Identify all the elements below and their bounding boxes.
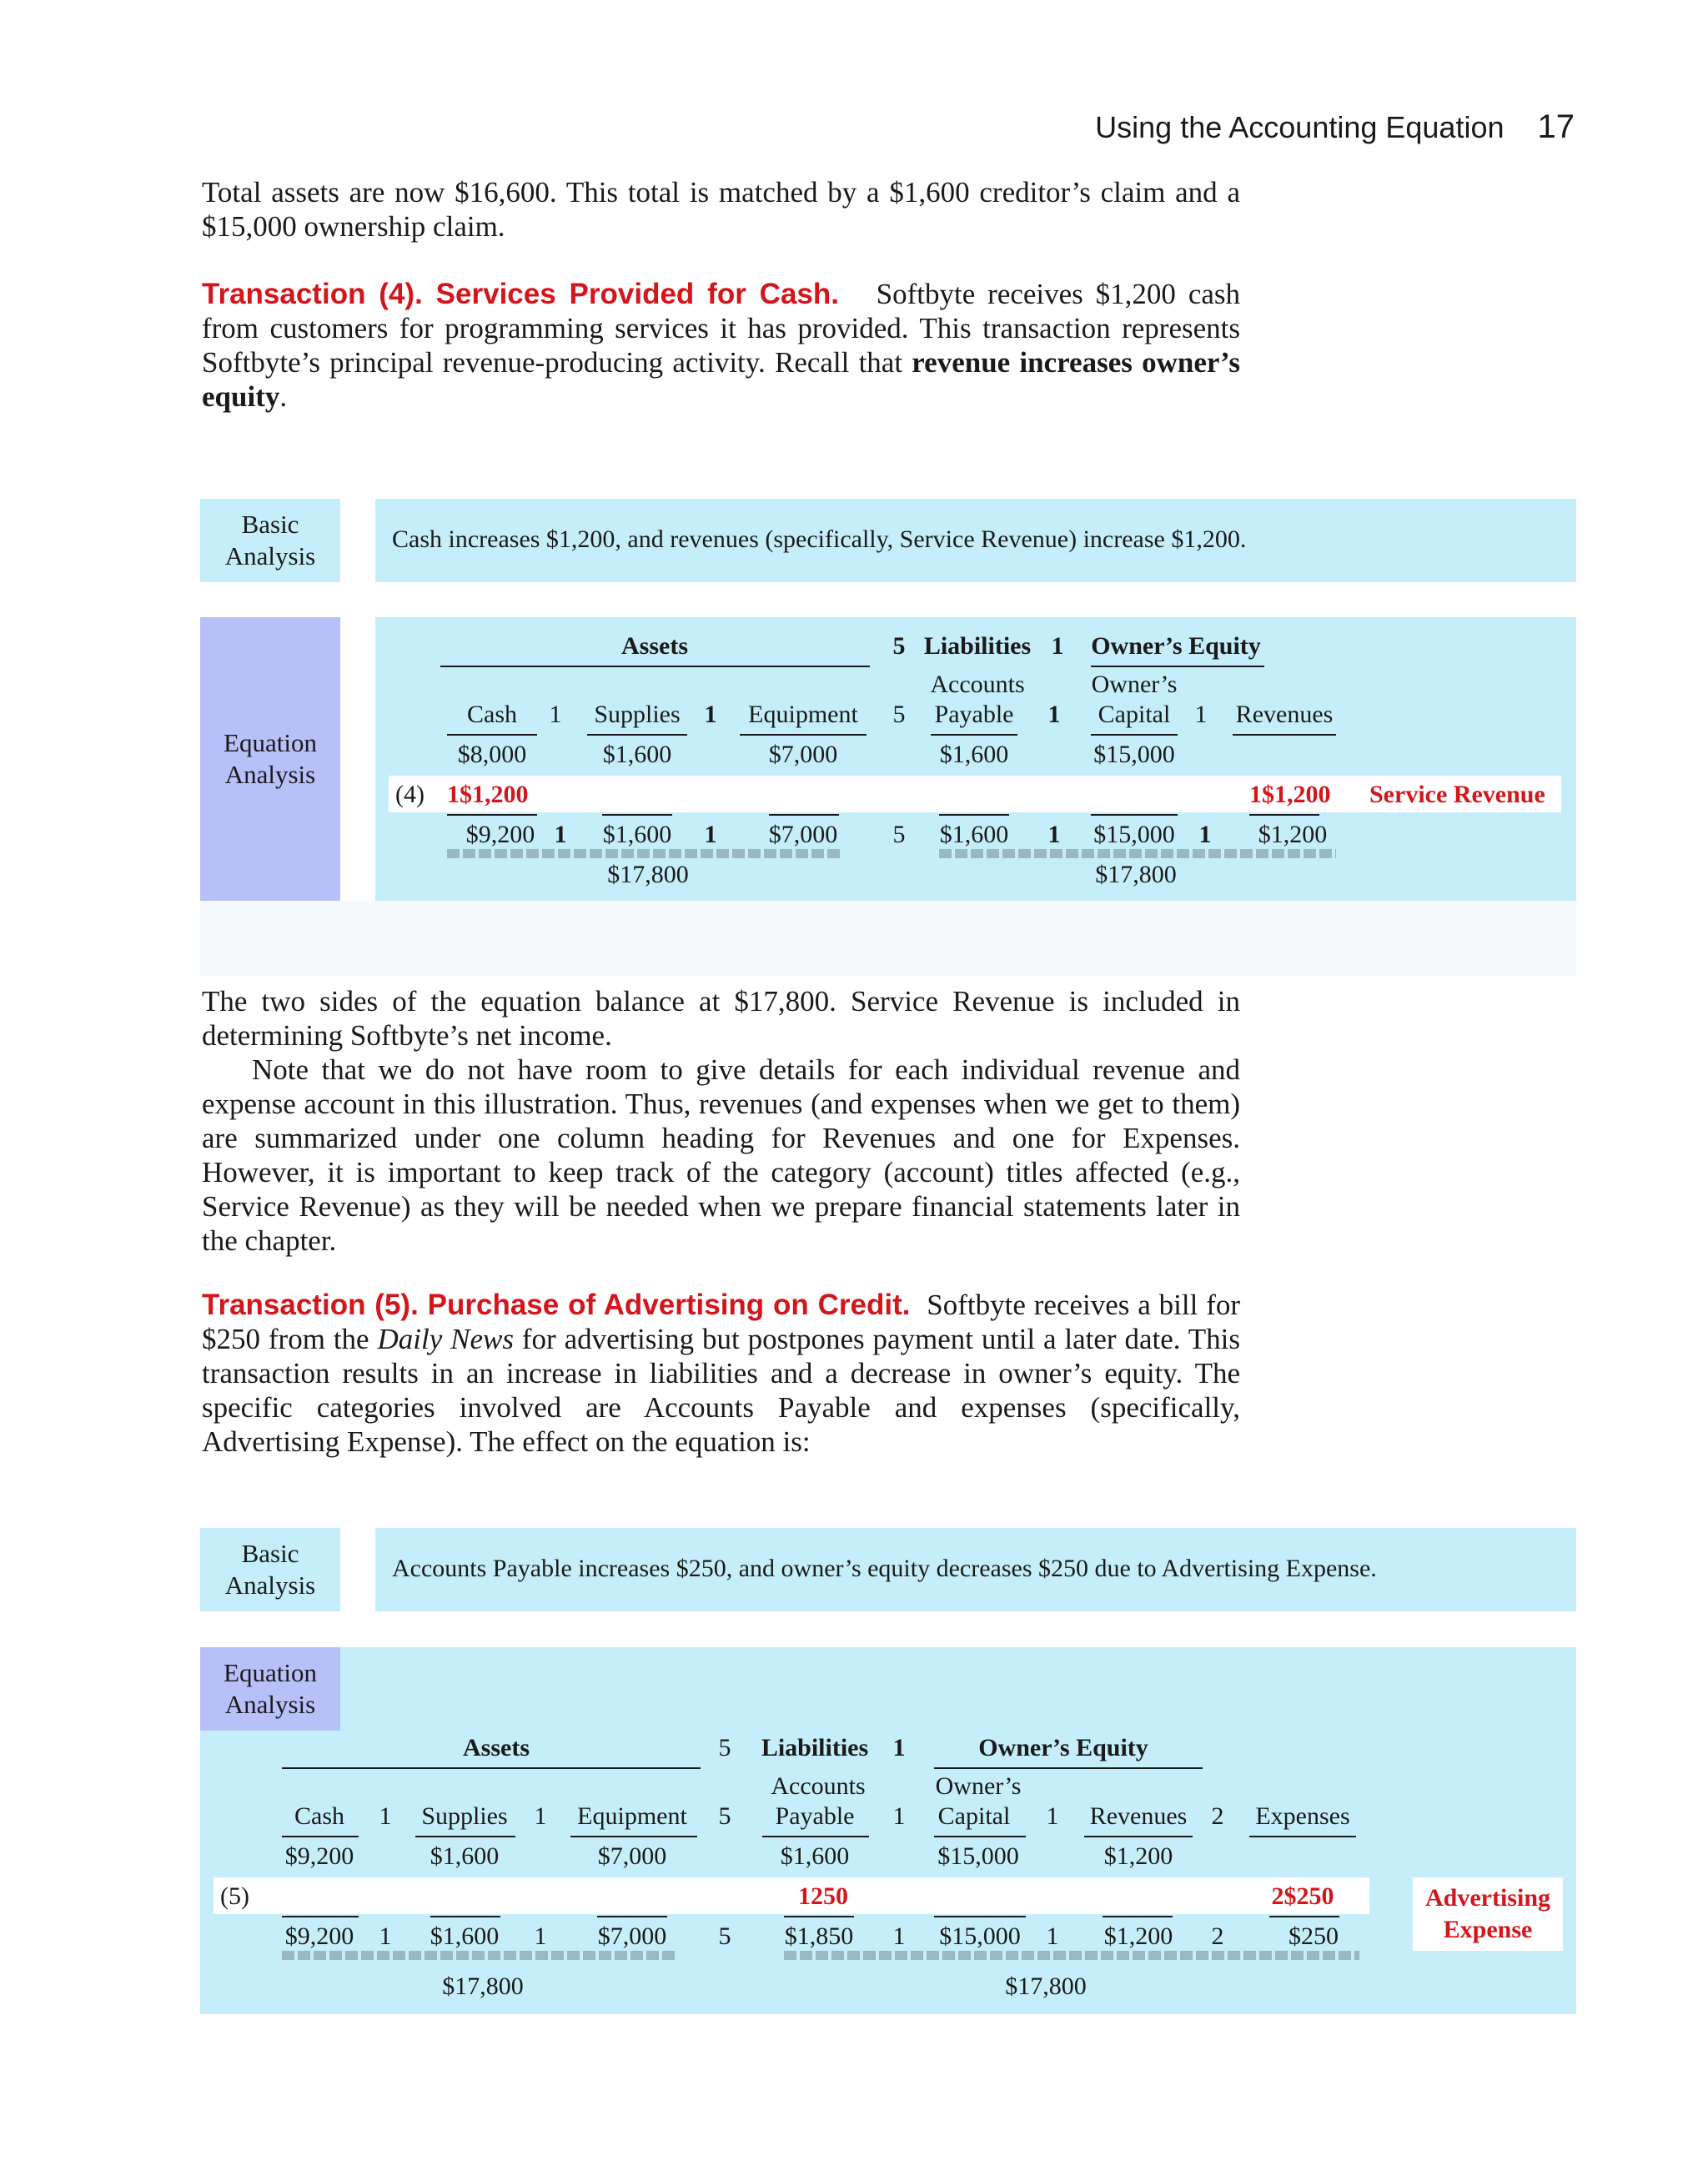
t4-total-right: $17,800 (1095, 861, 1177, 888)
t5-new-revenues: $1,200 (1103, 1922, 1173, 1950)
t5-ul-payable (762, 1836, 869, 1837)
t4-col-payable: Payable (934, 701, 1014, 728)
t5-eq-label-line2: Analysis (224, 1690, 316, 1719)
t5-cul-equipment (597, 1916, 667, 1917)
t4-equals-sign: 5 (892, 632, 906, 660)
t4-op-4: 1 (1047, 701, 1061, 728)
t5-ul-supplies (415, 1836, 515, 1837)
t5-equation-analysis-label (200, 1647, 340, 1731)
t5-prev-payable: $1,600 (780, 1842, 850, 1870)
t4-cul-supplies (602, 814, 672, 816)
t5-col-supplies: Supplies (421, 1802, 508, 1830)
t4-nop-1: 1 (554, 821, 567, 848)
t4-op-5: 1 (1194, 701, 1208, 728)
t4-op-1: 1 (549, 701, 562, 728)
t5-nop-6: 2 (1211, 1922, 1224, 1950)
t4-equation-analysis-panel (375, 617, 1576, 901)
t4-nop-2: 1 (704, 821, 717, 848)
t5-equation-analysis-panel (200, 1647, 1576, 2014)
t5-op-6: 2 (1211, 1802, 1224, 1830)
t5-change-note (1425, 1882, 1550, 1946)
t5-col-equipment: Equipment (577, 1802, 687, 1830)
t5-cul-cash (282, 1916, 359, 1917)
t4-new-supplies: $1,600 (602, 821, 672, 848)
t5-cul-revenues (1103, 1916, 1173, 1917)
t5-col-payable: Payable (775, 1802, 855, 1830)
t4-ul-cash (447, 734, 537, 736)
t5-basic-analysis-label (200, 1528, 340, 1611)
transaction-5-heading: Transaction (5). Purchase of Advertising on Credit. (202, 1289, 911, 1321)
t4-owners-equity-header: Owner’s Equity (1091, 632, 1261, 660)
running-header (1095, 108, 1575, 146)
header-title: Using the Accounting Equation (1095, 110, 1505, 144)
t4-cul-cash (447, 814, 537, 816)
t5-cul-expenses (1269, 1916, 1339, 1917)
t5-owners-equity-header: Owner’s Equity (978, 1734, 1148, 1761)
t5-liabilities-header: Liabilities (761, 1734, 869, 1761)
paragraph-total-assets: Total assets are now $16,600. This total is matched by a $1,600 creditor’s claim and a $15,000 ownership claim. (202, 176, 1240, 243)
t5-new-cash: $9,200 (284, 1922, 354, 1950)
t5-op-2: 1 (534, 1802, 547, 1830)
t4-plus-sign: 1 (1051, 632, 1064, 660)
t4-double-rule-left (447, 849, 842, 858)
t4-change-note: Service Revenue (1369, 781, 1545, 808)
t5-ul-capital (934, 1836, 1026, 1837)
t4-accounts-subheader: Accounts (930, 671, 1025, 698)
transaction-5-end: for advertising but postpones payment until a later date. This transaction results in an increase in liabilities and a decrease in owner’s equity. The specific categories involved are Accounts Payable and expenses (specifically, Advertising Expense). The effect on the equation is: (202, 1323, 1240, 1458)
t5-accounts-subheader: Accounts (771, 1772, 866, 1800)
t4-liabilities-header: Liabilities (923, 632, 1032, 660)
t5-basic-analysis-text: Accounts Payable increases $250, and owner’s equity decreases $250 due to Advertising Expense. (392, 1555, 1377, 1582)
t5-change-payable: 1250 (798, 1882, 848, 1910)
t4-ul-capital (1091, 734, 1178, 736)
paragraph-transaction-5 (202, 1288, 1240, 1459)
t5-nop-1: 1 (379, 1922, 392, 1950)
t5-new-equipment: $7,000 (597, 1922, 667, 1950)
transaction-4-heading: Transaction (4). Services Provided for Cash. (202, 278, 839, 310)
t4-prev-equipment: $7,000 (768, 741, 838, 768)
transaction-4-end: . (279, 380, 288, 413)
t5-basic-analysis-panel (375, 1528, 1576, 1611)
t5-col-capital: Capital (937, 1802, 1011, 1830)
t4-col-supplies: Supplies (594, 701, 681, 728)
t5-ul-cash (282, 1836, 359, 1837)
transaction-4-bold: revenue increases owner’s equity (202, 346, 1241, 413)
t4-prev-supplies: $1,600 (602, 741, 672, 768)
t5-row-label: (5) (220, 1882, 249, 1910)
t5-new-supplies: $1,600 (430, 1922, 500, 1950)
t4-nop-4: 1 (1047, 821, 1061, 848)
t5-basic-label-line1: Basic (241, 1539, 299, 1568)
t5-cul-payable (784, 1916, 854, 1917)
t4-change-cash: 1$1,200 (447, 781, 529, 808)
t4-equity-rule (1091, 666, 1264, 667)
t5-op-5: 1 (1046, 1802, 1059, 1830)
t5-col-cash: Cash (294, 1802, 344, 1830)
t4-new-payable: $1,600 (939, 821, 1009, 848)
t4-owners-subheader: Owner’s (1091, 671, 1178, 698)
t5-double-rule-right (784, 1951, 1359, 1960)
t4-new-cash: $9,200 (465, 821, 535, 848)
transaction-5-text: Softbyte receives a bill for $250 from the (202, 1289, 1240, 1355)
t4-assets-header: Assets (621, 632, 688, 660)
t5-op-1: 1 (379, 1802, 392, 1830)
t4-nop-5: 1 (1198, 821, 1212, 848)
t4-row-label: (4) (395, 781, 424, 808)
t4-prev-capital: $15,000 (1093, 741, 1175, 768)
t5-total-right: $17,800 (1005, 1972, 1087, 2000)
t4-ul-revenues (1233, 734, 1336, 736)
t4-assets-rule (440, 666, 870, 667)
t4-total-left: $17,800 (607, 861, 689, 888)
t5-nop-3: 5 (718, 1922, 731, 1950)
t5-prev-supplies: $1,600 (430, 1842, 500, 1870)
t5-owners-subheader: Owner’s (935, 1772, 1022, 1800)
page-number: 17 (1537, 108, 1575, 145)
t5-change-row (214, 1877, 1369, 1914)
t5-col-revenues: Revenues (1089, 1802, 1188, 1830)
t4-col-equipment: Equipment (748, 701, 858, 728)
t5-plus-sign: 1 (892, 1734, 906, 1761)
paragraph-transaction-4 (202, 277, 1240, 414)
t4-eq-label-line1: Equation (224, 728, 317, 757)
t5-new-payable: $1,850 (784, 1922, 854, 1950)
paragraph-balance: The two sides of the equation balance at $17,800. Service Revenue is included in determining Softbyte’s net income. (202, 985, 1240, 1052)
t4-new-equipment: $7,000 (768, 821, 838, 848)
t5-nop-2: 1 (534, 1922, 547, 1950)
t4-equation-analysis-label (200, 617, 340, 901)
t4-basic-analysis-panel (375, 499, 1576, 582)
t5-change-expenses: 2$250 (1271, 1882, 1334, 1910)
t5-equity-rule (934, 1767, 1203, 1769)
t4-basic-label-line1: Basic (241, 510, 299, 539)
t4-col-cash: Cash (467, 701, 517, 728)
t5-op-3: 5 (718, 1802, 731, 1830)
t5-note-line2: Expense (1443, 1916, 1533, 1943)
t4-op-3: 5 (892, 701, 906, 728)
t5-total-left: $17,800 (442, 1972, 524, 2000)
t5-new-expenses: $250 (1289, 1922, 1339, 1950)
transaction-4-text: Softbyte receives $1,200 cash from customers for programming services it has provided. This transaction represents Softbyte’s principal revenue-producing activity. Recall that (202, 278, 1241, 379)
t5-cul-supplies (430, 1916, 500, 1917)
t4-cul-revenues (1249, 814, 1319, 816)
t4-prev-payable: $1,600 (939, 741, 1009, 768)
paragraph-note: Note that we do not have room to give details for each individual revenue and expense account in this illustration. Thus, revenues (and expenses when we get to them) are summarized under one column heading for Revenues and one for Expenses. However, it is important to keep track of the category (account) titles affected (e.g., Service Revenue) as they will be needed when we prepare financial statements later in the chapter. (202, 1053, 1240, 1257)
t5-op-4: 1 (892, 1802, 906, 1830)
t4-cul-capital (1091, 814, 1178, 816)
t4-ul-equipment (740, 734, 867, 736)
t5-new-capital: $15,000 (939, 1922, 1021, 1950)
t4-change-revenues: 1$1,200 (1249, 781, 1331, 808)
t5-assets-rule (282, 1767, 701, 1769)
transaction-5-italic: Daily News (377, 1323, 514, 1355)
t4-new-capital: $15,000 (1093, 821, 1175, 848)
t5-double-rule-left (282, 1951, 677, 1960)
t4-nop-3: 5 (892, 821, 906, 848)
t5-eq-label-line1: Equation (224, 1658, 317, 1687)
t4-col-capital: Capital (1098, 701, 1171, 728)
t5-note-line1: Advertising (1425, 1884, 1550, 1912)
t5-ul-expenses (1249, 1836, 1356, 1837)
t4-col-revenues: Revenues (1235, 701, 1334, 728)
t4-op-2: 1 (704, 701, 717, 728)
t5-prev-equipment: $7,000 (597, 1842, 667, 1870)
t5-ul-revenues (1084, 1836, 1193, 1837)
t5-nop-5: 1 (1046, 1922, 1059, 1950)
t5-assets-header: Assets (463, 1734, 530, 1761)
faint-background-strip (200, 901, 1576, 976)
t4-basic-analysis-text: Cash increases $1,200, and revenues (specifically, Service Revenue) increase $1,200. (392, 525, 1247, 553)
t5-prev-capital: $15,000 (937, 1842, 1019, 1870)
t4-basic-analysis-label (200, 499, 340, 582)
t4-ul-payable (931, 734, 1017, 736)
t4-cul-equipment (769, 814, 839, 816)
t5-cul-capital (934, 1916, 1026, 1917)
t5-basic-label-line2: Analysis (224, 1570, 316, 1600)
t4-cul-payable (939, 814, 1009, 816)
t4-prev-cash: $8,000 (457, 741, 527, 768)
t5-nop-4: 1 (892, 1922, 906, 1950)
t5-prev-revenues: $1,200 (1103, 1842, 1173, 1870)
t4-ul-supplies (587, 734, 687, 736)
t4-new-revenues: $1,200 (1258, 821, 1328, 848)
t5-equals-sign: 5 (718, 1734, 731, 1761)
t4-double-rule-right (939, 849, 1336, 858)
t5-prev-cash: $9,200 (284, 1842, 354, 1870)
t4-basic-label-line2: Analysis (224, 541, 316, 570)
t5-col-expenses: Expenses (1255, 1802, 1350, 1830)
t5-ul-equipment (570, 1836, 697, 1837)
t4-eq-label-line2: Analysis (224, 760, 316, 789)
